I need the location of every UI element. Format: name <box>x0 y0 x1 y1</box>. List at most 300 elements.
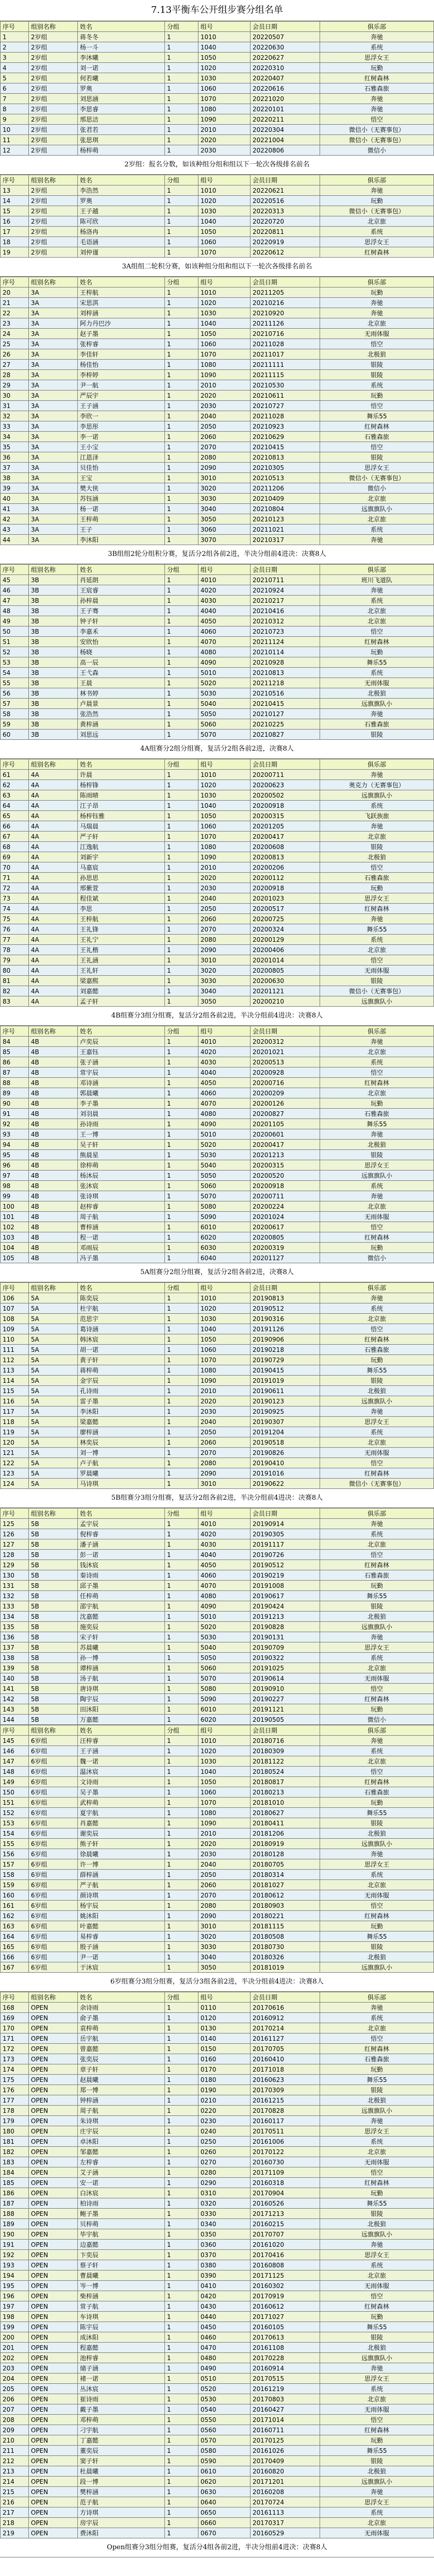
cell-group-no: 1050 <box>198 811 251 821</box>
section-note: 5A组赛分2组分组赛，复活分2组各前2进，决赛8人 <box>0 1263 434 1282</box>
cell-division: 1 <box>165 1417 198 1427</box>
cell-name: 谭梓涵 <box>78 1663 165 1673</box>
cell-name: 陈宇辰 <box>78 2322 165 2332</box>
cell-group: 2岁组 <box>29 42 78 53</box>
cell-club: 北极狼 <box>320 852 434 862</box>
cell-club: 奔驰 <box>320 298 434 308</box>
cell-member-date: 20211124 <box>251 637 320 647</box>
cell-group-no: 4020 <box>198 1529 251 1539</box>
cell-club: 奔驰 <box>320 1191 434 1201</box>
cell-member-date: 20211218 <box>251 678 320 688</box>
table-row <box>1 411 434 421</box>
cell-club: 舞乐55 <box>320 2322 434 2332</box>
cell-member-date: 20210123 <box>251 514 320 524</box>
table-row <box>1 637 434 647</box>
cell-division: 1 <box>165 1396 198 1406</box>
header-club: 俱乐部 <box>320 759 434 770</box>
cell-name: 陈雨晴 <box>78 790 165 801</box>
cell-club: 远旗旗队小 <box>320 1839 434 1849</box>
cell-club: 玩勤 <box>320 2188 434 2198</box>
cell-seq: 145 <box>1 1736 29 1746</box>
cell-member-date: 20210415 <box>251 699 320 709</box>
table-row <box>1 1140 434 1150</box>
cell-member-date: 20190518 <box>251 1437 320 1448</box>
cell-division: 1 <box>165 709 198 719</box>
table-row <box>1 1684 434 1694</box>
cell-division: 1 <box>165 1767 198 1777</box>
cell-club: 系统 <box>320 2013 434 2023</box>
cell-seq: 131 <box>1 1581 29 1591</box>
cell-division: 1 <box>165 668 198 678</box>
cell-name: 王礼宁 <box>78 935 165 945</box>
cell-division: 1 <box>165 585 198 596</box>
table-row <box>1 1808 434 1818</box>
cell-name: 严辰宇 <box>78 391 165 401</box>
cell-division: 1 <box>165 135 198 145</box>
cell-group: 3B <box>29 606 78 616</box>
cell-group: 4B <box>29 1253 78 1263</box>
cell-group-no: 1060 <box>198 339 251 349</box>
cell-club: 红树森林 <box>320 1560 434 1570</box>
cell-name: 林奕辰 <box>78 1437 165 1448</box>
cell-division: 1 <box>165 1448 198 1458</box>
section-note: 5B组赛分3组分组赛，复活分2组各前2进，半决分组前4进决：决赛8人 <box>0 1489 434 1508</box>
cell-group: 6岁组 <box>29 1942 78 1952</box>
cell-seq: 148 <box>1 1767 29 1777</box>
cell-group: 3B <box>29 596 78 606</box>
cell-group-no: 4050 <box>198 1078 251 1088</box>
cell-group-no: 0540 <box>198 2404 251 2415</box>
cell-club: 北京旅 <box>320 494 434 504</box>
cell-division: 1 <box>165 318 198 329</box>
cell-seq: 182 <box>1 2147 29 2157</box>
cell-name: 杜晨曦 <box>78 2466 165 2477</box>
cell-member-date: 20210305 <box>251 463 320 473</box>
cell-seq: 97 <box>1 1171 29 1181</box>
cell-division: 1 <box>165 924 198 935</box>
cell-division: 1 <box>165 832 198 842</box>
cell-division: 1 <box>165 730 198 740</box>
cell-club: 北京旅 <box>320 2394 434 2404</box>
cell-club: 悟空 <box>320 442 434 452</box>
cell-member-date: 20191126 <box>251 1324 320 1334</box>
cell-group-no: 0610 <box>198 2466 251 2477</box>
cell-group-no: 3020 <box>198 1931 251 1942</box>
cell-group-no: 2030 <box>198 1406 251 1417</box>
cell-group: OPEN <box>29 2518 78 2528</box>
header-seq: 序号 <box>1 277 29 287</box>
cell-group: OPEN <box>29 2353 78 2363</box>
cell-division: 1 <box>165 1334 198 1345</box>
cell-name: 潘子涵 <box>78 1539 165 1550</box>
cell-group-no: 1030 <box>198 790 251 801</box>
cell-member-date: 20200324 <box>251 924 320 935</box>
cell-seq: 159 <box>1 1880 29 1890</box>
cell-member-date: 20201024 <box>251 1212 320 1222</box>
cell-member-date: 20211206 <box>251 483 320 494</box>
cell-seq: 192 <box>1 2250 29 2260</box>
cell-name: 唐诗琪 <box>78 1684 165 1694</box>
table-row <box>1 1859 434 1870</box>
cell-group: 4B <box>29 1160 78 1171</box>
cell-seq: 87 <box>1 1067 29 1078</box>
cell-club: 悟空 <box>320 2167 434 2178</box>
cell-club: 班川飞道队 <box>320 575 434 585</box>
cell-member-date: 20190828 <box>251 1622 320 1632</box>
cell-group: 3B <box>29 626 78 637</box>
cell-club: 银陵 <box>320 2332 434 2343</box>
cell-group: 5A <box>29 1386 78 1396</box>
cell-group: 6岁组 <box>29 1787 78 1798</box>
cell-group-no: 1020 <box>198 1303 251 1314</box>
cell-group: OPEN <box>29 2477 78 2487</box>
cell-group-no: 0390 <box>198 2270 251 2281</box>
cell-member-date: 20220211 <box>251 114 320 125</box>
cell-name: 宋子轩 <box>78 1632 165 1642</box>
table-row <box>1 924 434 935</box>
cell-seq: 154 <box>1 1828 29 1839</box>
cell-name: 彭一诺 <box>78 1550 165 1560</box>
cell-division: 1 <box>165 1901 198 1911</box>
cell-division: 1 <box>165 575 198 585</box>
table-row <box>1 349 434 360</box>
cell-group-no: 3040 <box>198 986 251 996</box>
cell-group: 4B <box>29 1181 78 1191</box>
table-row <box>1 370 434 380</box>
cell-division: 1 <box>165 125 198 135</box>
cell-division: 1 <box>165 2219 198 2229</box>
cell-group-no: 6020 <box>198 1232 251 1243</box>
cell-division: 1 <box>165 2064 198 2075</box>
cell-seq: 77 <box>1 935 29 945</box>
table-row <box>1 883 434 893</box>
cell-division: 1 <box>165 2137 198 2147</box>
cell-club: 北京旅 <box>320 1314 434 1324</box>
cell-member-date: 20200312 <box>251 1037 320 1047</box>
cell-member-date: 20170416 <box>251 2250 320 2260</box>
cell-group: 3A <box>29 349 78 360</box>
table-row <box>1 216 434 227</box>
table-row <box>1 1653 434 1663</box>
cell-division: 1 <box>165 370 198 380</box>
cell-name: 孟子轩 <box>78 996 165 1007</box>
cell-club: 北京旅 <box>320 1663 434 1673</box>
cell-seq: 14 <box>1 196 29 206</box>
cell-name: 孙思思 <box>78 873 165 883</box>
cell-member-date: 20220806 <box>251 145 320 156</box>
cell-name: 邓梓萌 <box>78 2415 165 2425</box>
cell-name: 邢思洁 <box>78 114 165 125</box>
table-row <box>1 893 434 904</box>
table-row <box>1 2446 434 2456</box>
cell-group: 4A <box>29 862 78 873</box>
cell-name: 安一诺 <box>78 2178 165 2188</box>
cell-group-no: 0180 <box>198 2075 251 2085</box>
table-row <box>1 2075 434 2085</box>
cell-club: 奔驰 <box>320 2487 434 2497</box>
cell-group-no: 4080 <box>198 1591 251 1601</box>
cell-seq: 45 <box>1 575 29 585</box>
cell-group: 4A <box>29 976 78 986</box>
cell-club: 悟空 <box>320 1458 434 1468</box>
header-group: 组别名称 <box>29 22 78 32</box>
cell-group: 5B <box>29 1560 78 1570</box>
cell-club: 微信小 <box>320 145 434 156</box>
header-group-no: 组号 <box>198 565 251 575</box>
cell-group-no: 2040 <box>198 1859 251 1870</box>
cell-group: 3A <box>29 504 78 514</box>
cell-club: 银陵 <box>320 360 434 370</box>
cell-group-no: 1090 <box>198 1376 251 1386</box>
cell-member-date: 20190131 <box>251 1632 320 1642</box>
header-division: 分组 <box>165 1725 198 1736</box>
cell-group: 3A <box>29 535 78 545</box>
roster-table <box>0 277 434 545</box>
table-row <box>1 339 434 349</box>
cell-division: 1 <box>165 1057 198 1067</box>
cell-name: 庄宇辰 <box>78 2126 165 2137</box>
cell-group: 2岁组 <box>29 196 78 206</box>
cell-club: 微信小（无赛事包） <box>320 473 434 483</box>
cell-group: 5A <box>29 1365 78 1376</box>
cell-name: 汪梓睿 <box>78 1736 165 1746</box>
table-row <box>1 1704 434 1715</box>
cell-division: 1 <box>165 1684 198 1694</box>
cell-member-date: 20170705 <box>251 2044 320 2054</box>
cell-group: OPEN <box>29 2404 78 2415</box>
cell-name: 马嘉宸 <box>78 862 165 873</box>
cell-name: 王子涵 <box>78 401 165 411</box>
cell-member-date: 20220720 <box>251 216 320 227</box>
cell-division: 1 <box>165 2126 198 2137</box>
cell-member-date: 20170317 <box>251 2518 320 2528</box>
cell-group: 2岁组 <box>29 135 78 145</box>
cell-club: 思浮女王 <box>320 1417 434 1427</box>
table-row <box>1 2167 434 2178</box>
cell-group: 5B <box>29 1570 78 1581</box>
cell-group-no: 0250 <box>198 2137 251 2147</box>
cell-club: 远旗旗队小 <box>320 1171 434 1181</box>
header-group: 组别名称 <box>29 565 78 575</box>
cell-division: 1 <box>165 2466 198 2477</box>
cell-seq: 50 <box>1 626 29 637</box>
cell-member-date: 20160410 <box>251 2054 320 2064</box>
table-row <box>1 32 434 42</box>
cell-division: 1 <box>165 1921 198 1931</box>
cell-group-no: 5030 <box>198 1150 251 1160</box>
cell-member-date: 20190622 <box>251 1479 320 1489</box>
cell-member-date: 20180213 <box>251 1787 320 1798</box>
cell-group-no: 4070 <box>198 637 251 647</box>
table-row <box>1 1417 434 1427</box>
cell-group: 4B <box>29 1191 78 1201</box>
cell-name: 刘仲谨 <box>78 247 165 258</box>
cell-name: 成沐阳 <box>78 2332 165 2343</box>
cell-club: 思浮女王 <box>320 2126 434 2137</box>
cell-member-date: 20211115 <box>251 370 320 380</box>
cell-name: 杨梓钰雅 <box>78 811 165 821</box>
cell-seq: 108 <box>1 1314 29 1324</box>
cell-club: 玩勤 <box>320 1243 434 1253</box>
table-row <box>1 1756 434 1767</box>
table-row <box>1 1529 434 1539</box>
cell-club: 北京旅 <box>320 1539 434 1550</box>
cell-group: OPEN <box>29 2209 78 2219</box>
cell-name: 张思琪 <box>78 135 165 145</box>
cell-group-no: 5060 <box>198 1663 251 1673</box>
cell-seq: 187 <box>1 2198 29 2209</box>
cell-seq: 70 <box>1 862 29 873</box>
cell-group-no: 4010 <box>198 1037 251 1047</box>
header-name: 姓名 <box>78 565 165 575</box>
cell-member-date: 20210711 <box>251 575 320 585</box>
cell-group-no: 5070 <box>198 730 251 740</box>
cell-division: 1 <box>165 2343 198 2353</box>
cell-member-date: 20170616 <box>251 2003 320 2013</box>
cell-member-date: 20200630 <box>251 976 320 986</box>
cell-group: 5B <box>29 1550 78 1560</box>
cell-seq: 1 <box>1 32 29 42</box>
cell-group-no: 4030 <box>198 596 251 606</box>
cell-club: 北京旅 <box>320 514 434 524</box>
cell-name: 毕宇航 <box>78 2229 165 2240</box>
cell-group-no: 4030 <box>198 1057 251 1067</box>
cell-club: 玩勤 <box>320 1355 434 1365</box>
table-row <box>1 1406 434 1417</box>
table-row <box>1 2291 434 2301</box>
cell-seq: 125 <box>1 1519 29 1529</box>
cell-member-date: 20191025 <box>251 1663 320 1673</box>
cell-division: 1 <box>165 329 198 339</box>
cell-name: 杨晓 <box>78 647 165 657</box>
table-row <box>1 135 434 145</box>
header-seq: 序号 <box>1 1026 29 1037</box>
cell-club: 无雨体服 <box>320 1673 434 1684</box>
cell-member-date: 20200210 <box>251 996 320 1007</box>
cell-member-date: 20180919 <box>251 1839 320 1849</box>
cell-group-no: 0240 <box>198 2126 251 2137</box>
cell-club: 远旗旗队小 <box>320 504 434 514</box>
cell-division: 1 <box>165 780 198 790</box>
cell-name: 梁嘉懿 <box>78 1417 165 1427</box>
cell-division: 1 <box>165 986 198 996</box>
cell-group: 3B <box>29 657 78 668</box>
cell-group: 6岁组 <box>29 1870 78 1880</box>
cell-group-no: 5070 <box>198 1191 251 1201</box>
cell-group: 4A <box>29 883 78 893</box>
cell-group-no: 3030 <box>198 494 251 504</box>
header-member-date: 会员日期 <box>251 175 320 185</box>
cell-name: 曹梓涵 <box>78 1222 165 1232</box>
cell-seq: 99 <box>1 1191 29 1201</box>
cell-group-no: 0550 <box>198 2415 251 2425</box>
cell-division: 1 <box>165 2281 198 2291</box>
header-name: 姓名 <box>78 1992 165 2003</box>
cell-group-no: 0480 <box>198 2353 251 2363</box>
table-row <box>1 2229 434 2240</box>
table-row <box>1 1962 434 1973</box>
cell-name: 廖梓涵 <box>78 1427 165 1437</box>
cell-division: 1 <box>165 1222 198 1232</box>
header-group: 组别名称 <box>29 277 78 287</box>
cell-seq: 6 <box>1 83 29 94</box>
cell-member-date: 20180627 <box>251 1808 320 1818</box>
table-row <box>1 668 434 678</box>
table-row <box>1 1767 434 1777</box>
cell-group-no: 4050 <box>198 1560 251 1570</box>
cell-member-date: 20161108 <box>251 2343 320 2353</box>
cell-member-date: 20190322 <box>251 1653 320 1663</box>
cell-seq: 104 <box>1 1243 29 1253</box>
cell-group: 6岁组 <box>29 1828 78 1839</box>
cell-seq: 101 <box>1 1212 29 1222</box>
cell-name: 卞奕辰 <box>78 2250 165 2260</box>
cell-group-no: 2070 <box>198 1890 251 1901</box>
cell-group-no: 2070 <box>198 1448 251 1458</box>
cell-name: 王礼楷 <box>78 945 165 955</box>
table-row <box>1 2188 434 2198</box>
table-row <box>1 2487 434 2497</box>
cell-group: 3A <box>29 483 78 494</box>
cell-seq: 172 <box>1 2044 29 2054</box>
cell-division: 1 <box>165 1427 198 1437</box>
cell-seq: 197 <box>1 2301 29 2312</box>
cell-member-date: 20201213 <box>251 1150 320 1160</box>
cell-club: 银陵 <box>320 730 434 740</box>
cell-group-no: 5080 <box>198 1201 251 1212</box>
cell-group-no: 0310 <box>198 2188 251 2198</box>
cell-name: 何若曦 <box>78 73 165 83</box>
cell-seq: 143 <box>1 1704 29 1715</box>
cell-group-no: 1030 <box>198 206 251 216</box>
cell-division: 1 <box>165 463 198 473</box>
cell-group-no: 1060 <box>198 1787 251 1798</box>
cell-group-no: 0170 <box>198 2064 251 2075</box>
cell-division: 1 <box>165 1736 198 1746</box>
header-seq: 序号 <box>1 1992 29 2003</box>
cell-division: 1 <box>165 821 198 832</box>
cell-division: 1 <box>165 308 198 318</box>
cell-name: 杨佳怡 <box>78 360 165 370</box>
table-row <box>1 2301 434 2312</box>
cell-division: 1 <box>165 1870 198 1880</box>
cell-group: 4B <box>29 1150 78 1160</box>
cell-member-date: 20171213 <box>251 2209 320 2219</box>
cell-group: 5A <box>29 1406 78 1417</box>
cell-division: 1 <box>165 1560 198 1570</box>
cell-member-date: 20220612 <box>251 247 320 258</box>
header-name: 姓名 <box>78 175 165 185</box>
cell-group: OPEN <box>29 2270 78 2281</box>
cell-name: 王一博 <box>78 1129 165 1140</box>
table-row <box>1 657 434 668</box>
cell-group: 4B <box>29 1201 78 1212</box>
cell-group: 4A <box>29 873 78 883</box>
cell-division: 1 <box>165 2518 198 2528</box>
cell-group: 6岁组 <box>29 1746 78 1756</box>
table-row <box>1 206 434 216</box>
cell-group: 5A <box>29 1396 78 1406</box>
table-row <box>1 1849 434 1859</box>
cell-name: 王礼锋 <box>78 924 165 935</box>
cell-group: 4B <box>29 1067 78 1078</box>
table-row <box>1 1365 434 1376</box>
cell-seq: 63 <box>1 790 29 801</box>
table-row <box>1 2425 434 2435</box>
cell-name: 樊梓涵 <box>78 2487 165 2497</box>
cell-group: 4A <box>29 914 78 924</box>
cell-division: 1 <box>165 2404 198 2415</box>
